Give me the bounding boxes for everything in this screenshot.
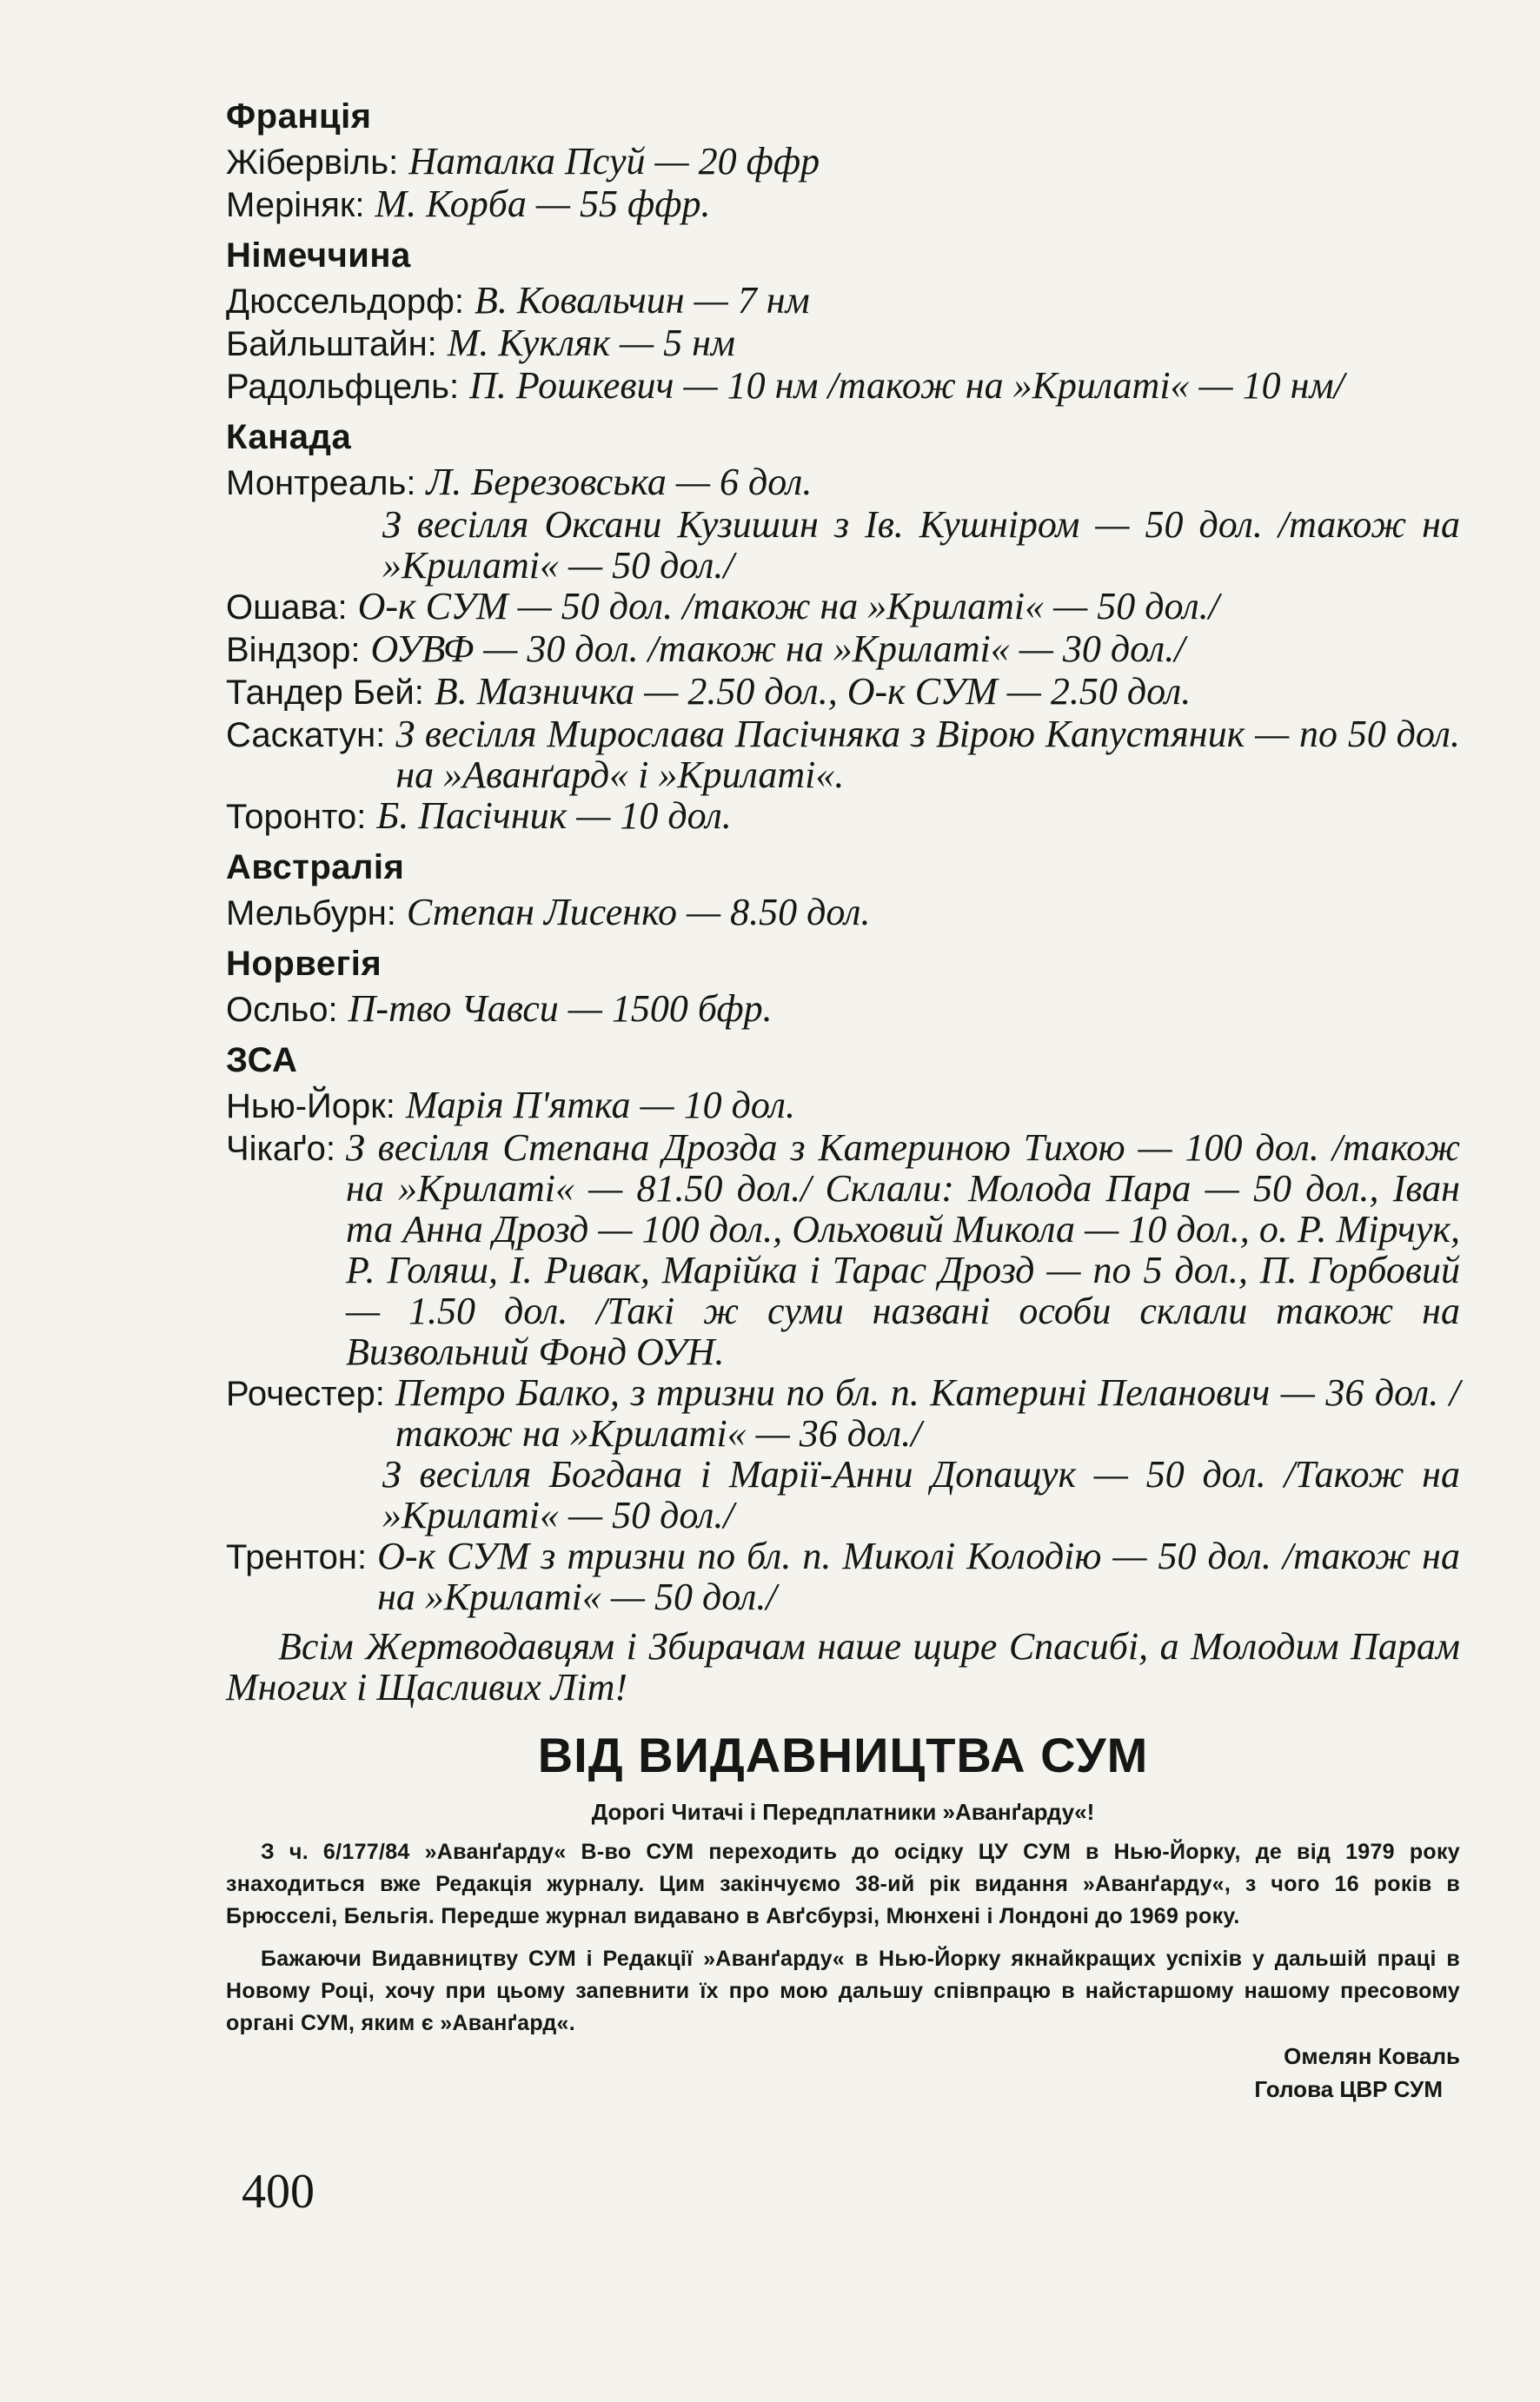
donor-row — [226, 1085, 1460, 1127]
signature-role: Голова ЦВР СУМ — [1254, 2076, 1443, 2102]
donation-text: Наталка Псуй — 20 ффр — [408, 140, 820, 182]
city-label: Віндзор: — [226, 631, 361, 669]
donor-row — [226, 795, 1460, 838]
donation-text: О-к СУМ з тризни по бл. п. Миколі Колодію — 50 дол. /також на на »Крилаті« — 50 дол./ — [377, 1535, 1460, 1618]
publisher-greeting: Дорогі Читачі і Передплатники »Аванґарду«! — [591, 1799, 1095, 1825]
donation-text: Марія П'ятка — 10 дол. — [405, 1084, 795, 1126]
publisher-title: ВІД ВИДАВНИЦТВА СУМ — [537, 1728, 1149, 1782]
section-heading: Австралія — [226, 848, 405, 886]
donation-text: О-к СУМ — 50 дол. /також на »Крилаті« — 50 дол./ — [357, 585, 1219, 627]
city-label: Байльштайн: — [226, 325, 437, 363]
publisher-paragraph: Бажаючи Видавництву СУМ і Редакції »Аванґарду« в Нью-Йорку якнайкращих успіхів у дальшій праці в Новому Році, хочу при цьому запевнити їх про мою дальшу співпрацю в найстаршому нашому пресовому органі СУМ, яким є »Аванґард«. — [226, 1947, 1460, 2035]
donor-row — [226, 322, 1460, 365]
donor-row — [226, 671, 1460, 713]
city-label: Саскатун: — [226, 716, 386, 754]
donor-list — [226, 87, 1460, 2106]
donor-row — [226, 1127, 1460, 1372]
donation-text: З весілля Мирослава Пасічняка з Вірою Капустяник — по 50 дол. на »Аванґард« і »Крилаті«. — [395, 713, 1460, 796]
publisher-paragraph: З ч. 6/177/84 »Аванґарду« В-во СУМ переходить до осідку ЦУ СУМ в Нью-Йорку, де від 1979 року знаходиться вже Редакція журналу. Цим закінчуємо 38-ий рік видання »Аванґарду«, з чого 16 років в Брюсселі, Бельгія. Передше журнал видавано в Авґсбурзі, Мюнхені і Лондоні до 1969 року. — [226, 1840, 1460, 1928]
donation-text: М. Корба — 55 ффр. — [375, 182, 711, 225]
donation-text: ОУВФ — 30 дол. /також на »Крилаті« — 30 дол./ — [370, 627, 1185, 670]
closing-message: Всім Жертводавцям і Збирачам наше щире Спасибі, а Молодим Парам Многих і Щасливих Літ! — [226, 1625, 1460, 1709]
donation-text: Степан Лисенко — 8.50 дол. — [406, 891, 871, 933]
donation-text: З весілля Степана Дрозда з Катериною Тихою — 100 дол. /також на »Крилаті« — 81.50 дол./ Склали: Молода Пара — 50 дол., Іван та Анна Дрозд — 100 дол., Ольховий Микола — 10 дол., о. Р. Мірчук, Р. Голяш, І. Ривак, Марійка і Тарас Дрозд — по 5 дол., П. Горбовий — 1.50 дол. /Такі ж суми названі особи склали також на Визвольний Фонд ОУН. — [345, 1126, 1460, 1373]
donation-text: П. Рошкевич — 10 нм /також на »Крилаті« — 10 нм/ — [469, 364, 1344, 407]
city-label: Нью-Йорк: — [226, 1087, 395, 1125]
donor-row — [226, 365, 1460, 408]
section-heading: ЗСА — [226, 1041, 298, 1079]
donation-text: Л. Березовська — 6 дол. — [426, 461, 813, 503]
section-germany — [226, 231, 1460, 408]
section-heading: Норвегія — [226, 945, 382, 983]
city-label: Меріняк: — [226, 186, 365, 224]
section-canada — [226, 413, 1460, 838]
city-label: Мельбурн: — [226, 894, 396, 932]
donor-row — [226, 713, 1460, 795]
page-number: 400 — [242, 2165, 315, 2219]
city-label: Жібервіль: — [226, 143, 399, 182]
city-label: Трентон: — [226, 1538, 368, 1576]
signature-name: Омелян Коваль — [1284, 2043, 1460, 2069]
section-heading: Канада — [226, 418, 352, 456]
donation-text: З весілля Оксани Кузишин з Ів. Кушніром — 50 дол. /також на »Крилаті« — 50 дол./ — [382, 503, 1460, 587]
donor-row — [226, 280, 1460, 322]
city-label: Тандер Бей: — [226, 673, 424, 712]
city-label: Чікаґо: — [226, 1130, 335, 1168]
section-heading: Франція — [226, 97, 372, 136]
section-usa — [226, 1036, 1460, 1617]
section-australia — [226, 843, 1460, 934]
donor-row — [226, 461, 1460, 504]
city-label: Радольфцель: — [226, 368, 460, 406]
donation-text: Б. Пасічник — 10 дол. — [376, 794, 732, 837]
donor-row — [226, 586, 1460, 628]
donor-row — [226, 141, 1460, 183]
city-label: Дюссельдорф: — [226, 282, 465, 321]
donation-text: Петро Балко, з тризни по бл. п. Катерині Пеланович — 36 дол. /також на »Крилаті« — 36 дол./ — [395, 1371, 1460, 1455]
city-label: Ошава: — [226, 588, 348, 627]
section-norway — [226, 939, 1460, 1031]
donor-row — [226, 892, 1460, 934]
city-label: Осльо: — [226, 991, 338, 1029]
donor-row — [226, 183, 1460, 226]
donation-text: В. Ковальчин — 7 нм — [475, 279, 810, 322]
section-france — [226, 92, 1460, 226]
donation-text: В. Мазничка — 2.50 дол., О-к СУМ — 2.50 дол. — [434, 670, 1192, 713]
city-label: Рочестер: — [226, 1375, 385, 1413]
donor-row — [226, 628, 1460, 671]
donor-row — [226, 1536, 1460, 1617]
donation-text: П-тво Чавси — 1500 бфр. — [348, 987, 773, 1030]
donation-text: З весілля Богдана і Марії-Анни Допащук — 50 дол. /Також на »Крилаті« — 50 дол./ — [382, 1453, 1460, 1536]
city-label: Торонто: — [226, 798, 367, 836]
donor-row — [226, 988, 1460, 1031]
city-label: Монтреаль: — [226, 464, 416, 502]
donation-text: М. Кукляк — 5 нм — [447, 322, 736, 364]
section-heading: Німеччина — [226, 236, 411, 275]
donor-row — [226, 1372, 1460, 1454]
